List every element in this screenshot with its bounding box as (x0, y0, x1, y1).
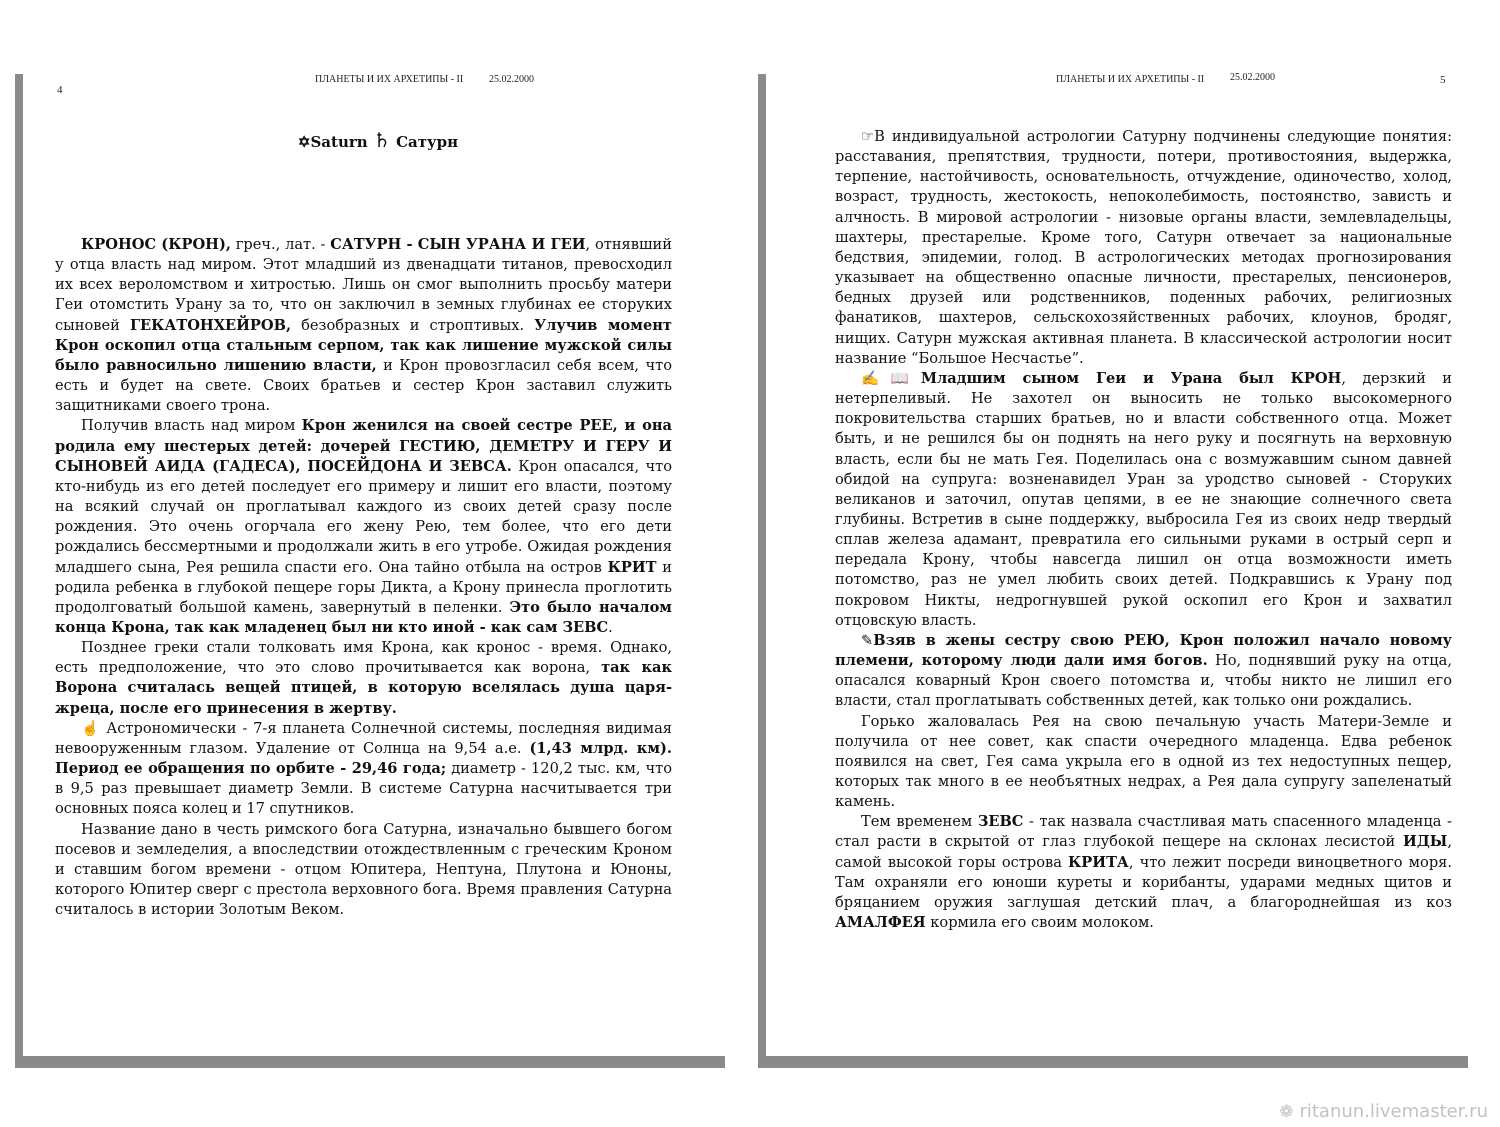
bold-text: ЗЕВС (977, 813, 1024, 831)
pointing-hand-icon: ☞ (861, 128, 875, 145)
title-cyrillic: Сатурн (396, 133, 459, 151)
paragraph-zeus (835, 812, 1452, 933)
bold-text: ИДЫ (1403, 833, 1448, 851)
bold-text: АМАЛФЕЯ (835, 914, 926, 932)
left-page-body (55, 235, 672, 920)
flower-icon: ❁ (1279, 1102, 1294, 1122)
header-title: ПЛАНЕТЫ И ИХ АРХЕТИПЫ - II (315, 74, 464, 85)
writing-book-icon: ✍📖 (861, 369, 921, 387)
text: , самой высокой горы острова (835, 833, 1452, 871)
header-date: 25.02.2000 (489, 74, 534, 85)
star-of-david-icon: ✡ (297, 133, 311, 151)
bold-text: так как Ворона считалась вещей птицей, в которую вселялась душа царя-жреца, после его принесения в жертву. (55, 659, 672, 717)
right-page (766, 62, 1476, 1056)
text: Крон опасался, что кто-нибудь из его детей последует его примеру и лишит его власти, поэтому на всякий случай он проглатывал каждого из своих детей сразу после рождения. Это очень огорчала его жену Рею, тем более, что его дети рождались бессмертными и продолжали жить в его утробе. Ожидая рождения младшего сына, Рея решила спасти его. Она тайно отбыла на остров (55, 457, 673, 576)
text: греч., лат. - (230, 236, 331, 253)
left-page (23, 62, 733, 1056)
bold-text: ГЕКАТОНХЕЙРОВ, (129, 316, 292, 334)
text: Получив власть над миром (81, 417, 302, 435)
text: Тем временем (861, 813, 978, 831)
right-page-body (835, 127, 1452, 933)
paragraph-rhea-complaint: Горько жаловалась Рея на свою печальную участь Матери-Земле и получила от нее совет, как спасти очередного младенца. Едва ребенок появился на свет, Гея сама укрыла его в одной из тех недоступных пещер, которых так много в ее необъятных недрах, а Рея дала супругу запеленатый камень. (835, 712, 1452, 811)
bold-text: Младшим сыном Геи и Урана был КРОН (920, 369, 1342, 387)
bold-text: (1,43 млрд. км). Период ее обращения по орбите - 29,46 года; (55, 739, 672, 778)
text: - так назвала счастливая мать спасенного младенца - стал расти в скрытой от глаз глубокой пещере на склонах лесистой (835, 813, 1452, 851)
saturn-symbol-icon: ♄ (372, 128, 391, 152)
paragraph-rhea (55, 416, 672, 638)
pencil-icon: ✎ (861, 631, 874, 649)
text: , что лежит посреди виноцветного моря. Там охраняли его юноши куреты и корибанты, ударами медных щитов и бряцанием оружия заглушая детский плач, а благороднейшая из коз (835, 853, 1453, 911)
text: В индивидуальной астрологии Сатурну подчинены следующие понятия: расставания, препятствия, трудности, потери, противостояния, выдержка, терпение, настойчивость, основательность, отчуждение, одиночество, холод, возраст, трудность, жестокость, непоколебимость, постоянство, зависть и алчность. В мировой астрологии - низовые органы власти, землевладельцы, шахтеры, престарелые. Кроме того, Сатурн отвечает за национальные бедствия, эпидемии, голод. В астрологических методах прогнозирования указывает на общественно опасные личности, престарелых, пенсионеров, бедных друзей или родственников, поденных рабочих, религиозных фанатиков, шахтеров, сельскохозяйственных рабочих, клоунов, бродяг, нищих. Сатурн мужская активная планета. В классической астрологии носит название “Большое Несчастье”. (835, 128, 1452, 367)
text: и родила ребенка в глубокой пещере горы Дикта, а Крону принесла проглотить продолговатый большой камень, завернутый в пеленки. (55, 558, 672, 616)
bold-text: САТУРН - СЫН УРАНА И ГЕИ (330, 236, 586, 253)
bold-text: КРИТА (1068, 853, 1129, 871)
text: . (608, 618, 613, 636)
bold-text: Улучив момент Крон оскопил отца стальным серпом, так как лишение мужской силы было равносильно лишению власти, (55, 316, 672, 374)
title-latin: Saturn (310, 133, 368, 151)
bold-text: КРОНОС (КРОН), (81, 236, 231, 253)
header-title: ПЛАНЕТЫ И ИХ АРХЕТИПЫ - II (1056, 74, 1205, 85)
bold-text: КРИТ (607, 558, 657, 576)
bold-text: Взяв в жены сестру свою РЕЮ, Крон положил начало новому племени, которому люди дали имя богов. (835, 631, 1452, 670)
header-date: 25.02.2000 (1230, 72, 1275, 83)
paragraph-youngest-son (835, 369, 1452, 631)
text: , дерзкий и нетерпеливый. Не захотел он выносить не только высокомерного покровительства старших братьев, но и власти собственного отца. Может быть, и не решился бы он поднять на него руку и посягнуть на верховную власть, если бы не мать Гея. Поделилась она с возмужавшим сыном давней обидой на супруга: возненавидел Уран за уродство сыновей - Сторуких великанов и заточил, опутав цепями, в ее не знающие солнечного света глубины. Встретив в сыне поддержку, выбросила Гея из своих недр твердый сплав железа адамант, превратила его сильными руками в острый серп и передала Крону, чтобы навсегда лишил он отца возможности иметь потомство, раз не умел любить своих детей. Подкравшись к Урану под покровом Никты, недрогнувшей рукой оскопил его Крон и захватил отцовскую власть. (835, 369, 1452, 629)
text: Астрономически - 7-я планета Солнечной системы, последняя видимая невооруженным глазом. Удаление от Солнца на 9,54 а.е. (55, 719, 673, 757)
text: , отнявший у отца власть над миром. Этот младший из двенадцати титанов, превосходил их всех вероломством и хитростью. Лишь он смог выполнить просьбу матери Геи отомстить Урану за то, что он заключил в земных глубинах ее сторуких сыновей (55, 236, 672, 334)
text: безобразных и строптивых. (291, 316, 535, 334)
paragraph-astronomy (55, 719, 672, 820)
watermark (1279, 1101, 1488, 1122)
bold-text: Крон женился на своей сестре РЕЕ, и она родила ему шестерых детей: дочерей ГЕСТИЮ, ДЕМЕТРУ И ГЕРУ И СЫНОВЕЙ АИДА (ГАДЕСА), ПОСЕЙДОНА И ЗЕВСА. (55, 417, 672, 475)
paragraph-kronos (55, 235, 672, 416)
bold-text: Это было началом конца Крона, так как младенец был ни кто иной - как сам ЗЕВС (55, 598, 672, 636)
paragraph-name-meaning (55, 638, 672, 719)
text: диаметр - 120,2 тыс. км, что в 9,5 раз превышает диаметр Земли. В системе Сатурна насчитывается три основных пояса колец и 17 спутников. (55, 760, 672, 818)
pointing-hand-icon: ☝ (81, 719, 101, 737)
watermark-text: ritanun.livemaster.ru (1299, 1101, 1488, 1122)
paragraph-individual-astrology (835, 127, 1452, 369)
text: кормила его своим молоком. (925, 914, 1154, 932)
page-title (23, 128, 733, 152)
paragraph-name-origin: Название дано в честь римского бога Сатурна, изначально бывшего богом посевов и земледелия, а впоследствии отождествленным с греческим Кроном и ставшим богом времени - отцом Юпитера, Нептуна, Плутона и Юноны, которого Юпитер сверг с престола верховного бога. Время правления Сатурна считалось в истории Золотым Веком. (55, 820, 672, 919)
page-number: 5 (1440, 74, 1446, 86)
paragraph-new-tribe (835, 631, 1452, 712)
text: и Крон провозгласил себя всем, что есть и будет на свете. Своих братьев и сестер Крон заставил служить защитниками своего трона. (55, 356, 672, 415)
text: Но, поднявший руку на отца, опасался коварный Крон своего потомства и, чтобы никто не лишил его власти, стал проглатывать собственных детей, как только они рождались. (835, 652, 1452, 710)
page-number: 4 (57, 84, 63, 96)
text: Позднее греки стали толковать имя Крона, как кронос - время. Однако, есть предположение, что это слово прочитывается как ворона, (55, 639, 672, 677)
